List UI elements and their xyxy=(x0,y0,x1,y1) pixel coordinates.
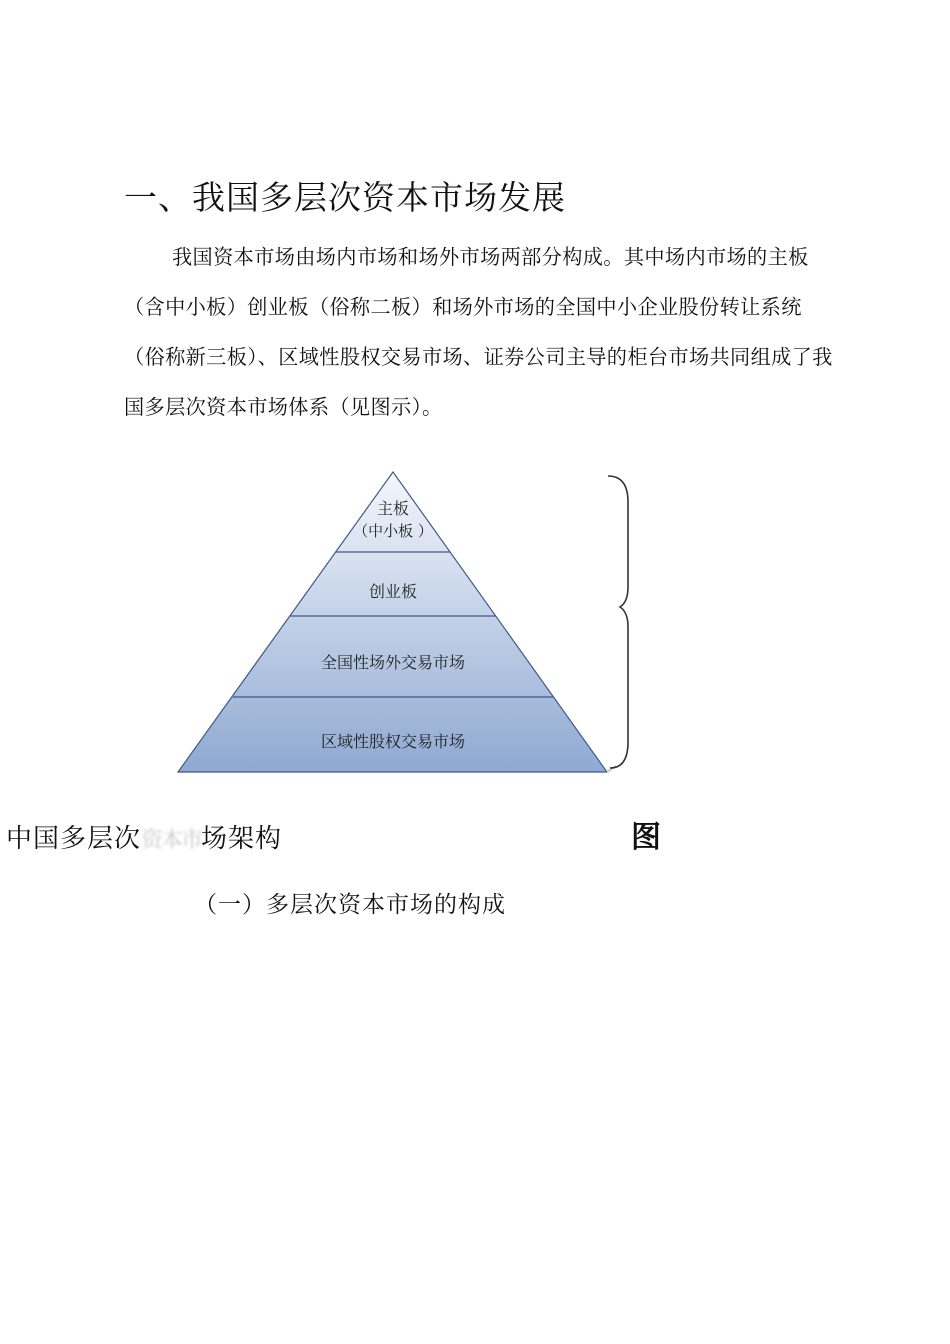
tier-label-regional-equity: 区域性股权交易市场 xyxy=(320,732,466,751)
tier-label-main-board: 主板 xyxy=(376,499,410,518)
caption-part-2: 场架构 xyxy=(201,824,283,854)
subsection-heading: （一）多层次资本市场的构成 xyxy=(194,892,506,918)
paragraph-text: 我国资本市场由场内市场和场外市场两部分构成。其中场内市场的主板（含中小板）创业板（俗称二板）和场外市场的全国中小企业股份转让系统（俗称新三板）、区域性股权交易市场、证券公司主导的柜台市场共同组成了我国多层次资本市场体系（见图示）。 xyxy=(124,245,833,419)
caption-obscured-watermark: 资本市 xyxy=(141,828,202,853)
section-heading: 一、我国多层次资本市场发展 xyxy=(124,178,566,217)
caption-part-1: 中国多层次 xyxy=(6,824,142,854)
figure-mark: 图 xyxy=(631,820,661,855)
intro-paragraph xyxy=(124,232,836,432)
tier-label-sme-board: （中小板 ） xyxy=(353,522,433,540)
figure-caption xyxy=(6,818,282,855)
tier-label-national-otc: 全国性场外交易市场 xyxy=(320,653,466,672)
pyramid-svg xyxy=(170,462,640,782)
tier-label-growth-board: 创业板 xyxy=(368,582,418,601)
right-curly-brace xyxy=(608,476,628,768)
capital-market-pyramid xyxy=(170,462,640,782)
